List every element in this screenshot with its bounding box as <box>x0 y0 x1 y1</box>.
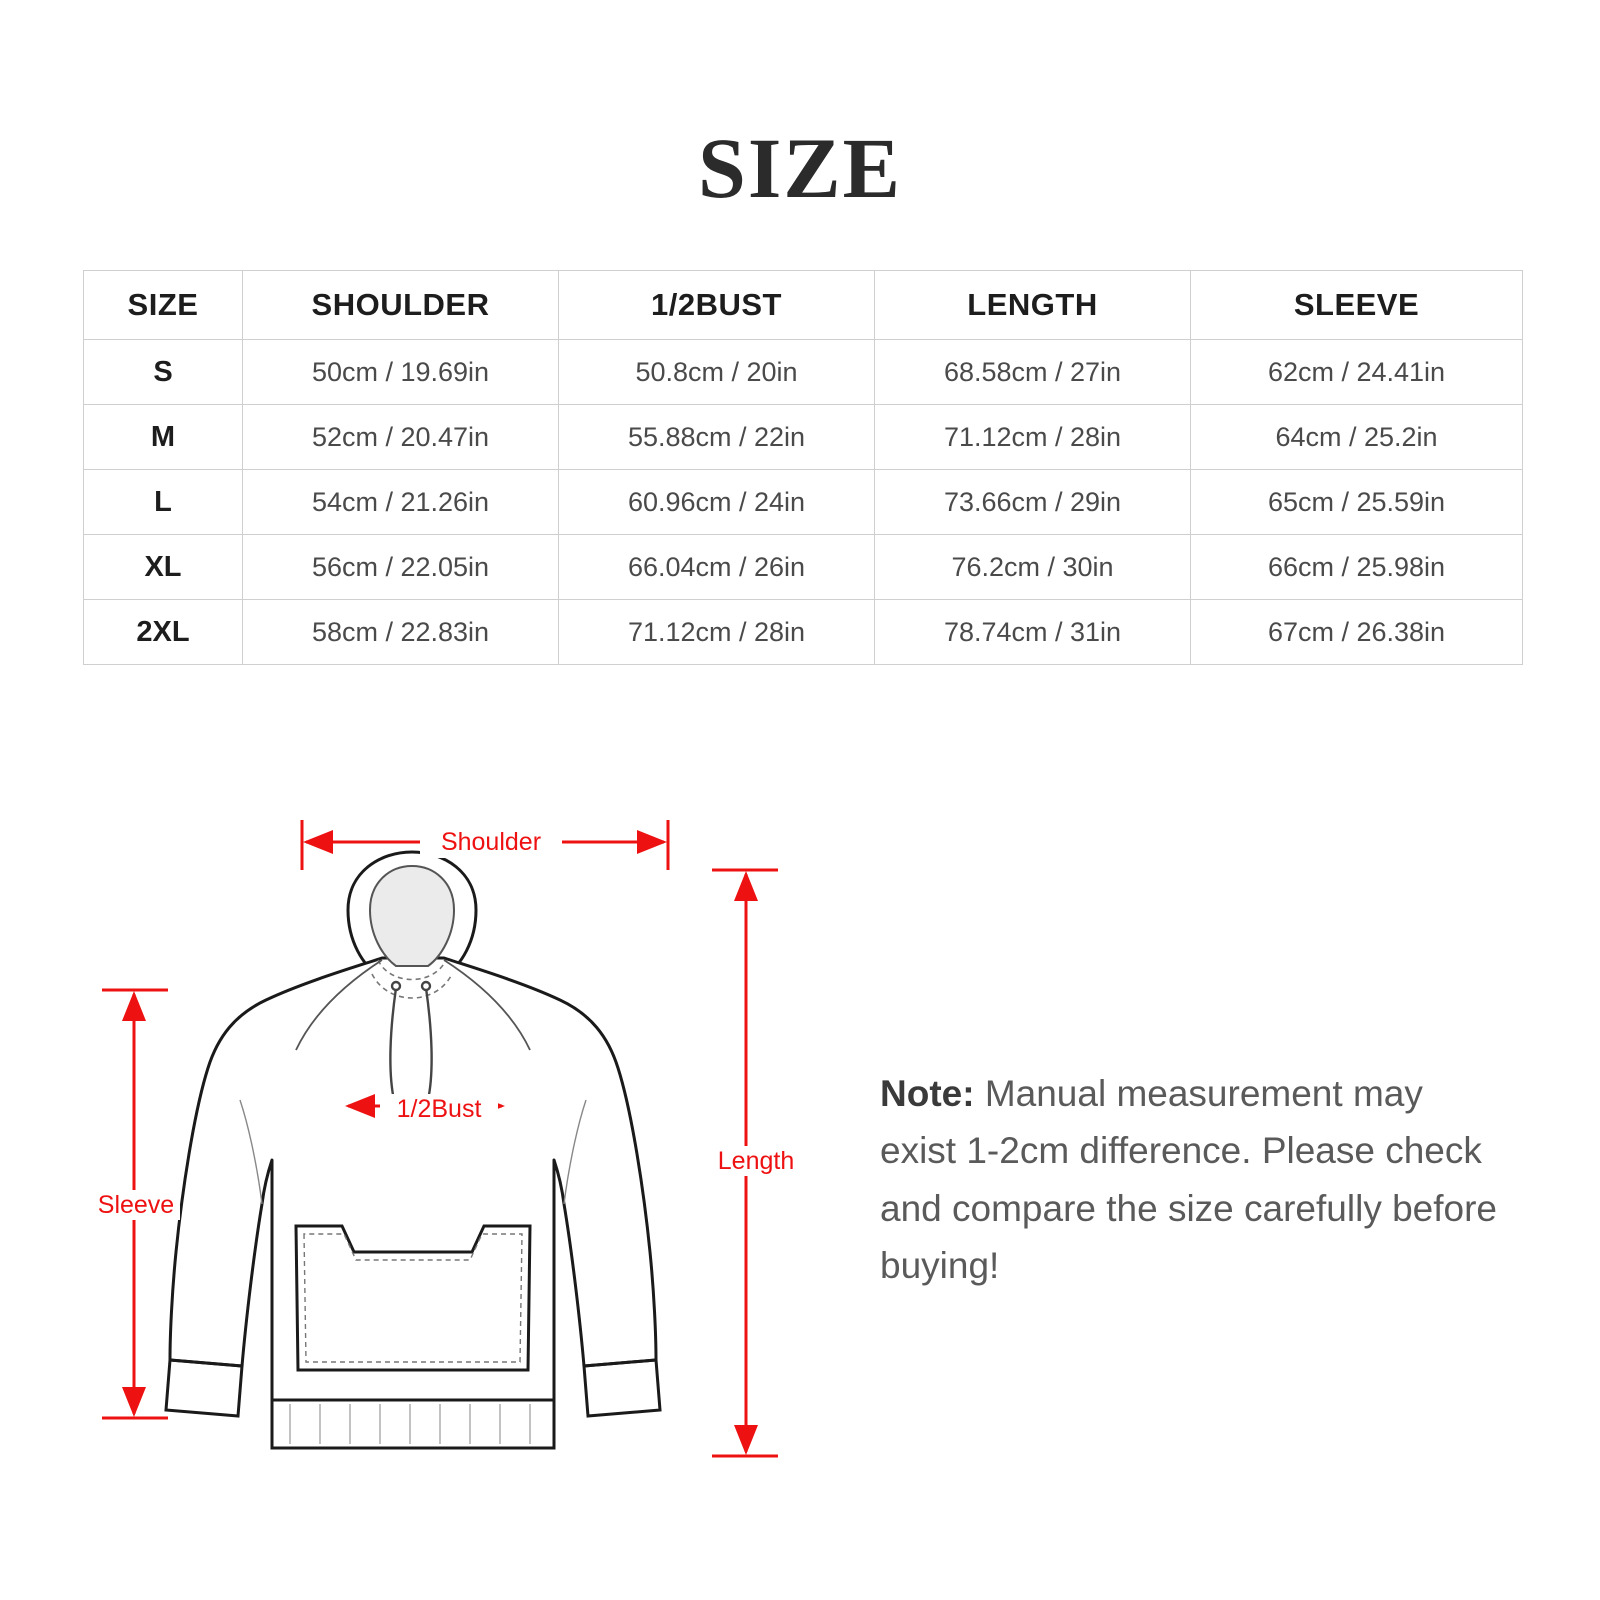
note-text: Manual measurement may exist 1-2cm difference. Please check and compare the size carefully before buying! <box>880 1073 1498 1287</box>
cell-length: 78.74cm / 31in <box>875 600 1191 665</box>
cell-size: S <box>84 340 243 405</box>
column-header-size: SIZE <box>84 271 243 340</box>
measurement-note <box>880 1065 1500 1294</box>
length-label: Length <box>717 1147 795 1175</box>
hood-inner <box>370 866 454 966</box>
garment-measurement-diagram <box>90 800 850 1500</box>
cell-shoulder: 50cm / 19.69in <box>243 340 559 405</box>
cell-bust: 50.8cm / 20in <box>559 340 875 405</box>
column-header-length: LENGTH <box>875 271 1191 340</box>
shoulder-label: Shoulder <box>440 828 542 856</box>
cell-size: L <box>84 470 243 535</box>
size-chart-table <box>83 270 1523 665</box>
column-header-bust: 1/2BUST <box>559 271 875 340</box>
ribbing-lines <box>290 1404 530 1444</box>
cell-shoulder: 58cm / 22.83in <box>243 600 559 665</box>
cell-sleeve: 64cm / 25.2in <box>1191 405 1523 470</box>
cell-shoulder: 54cm / 21.26in <box>243 470 559 535</box>
bust-label: 1/2Bust <box>396 1095 482 1123</box>
cell-bust: 66.04cm / 26in <box>559 535 875 600</box>
table-header-row <box>84 271 1523 340</box>
cell-length: 73.66cm / 29in <box>875 470 1191 535</box>
cell-sleeve: 67cm / 26.38in <box>1191 600 1523 665</box>
cell-shoulder: 52cm / 20.47in <box>243 405 559 470</box>
cell-size: 2XL <box>84 600 243 665</box>
cell-sleeve: 65cm / 25.59in <box>1191 470 1523 535</box>
page-title: SIZE <box>697 120 903 216</box>
table-row <box>84 405 1523 470</box>
sleeve-label: Sleeve <box>97 1191 175 1219</box>
table-row <box>84 470 1523 535</box>
table-row <box>84 600 1523 665</box>
cell-bust: 60.96cm / 24in <box>559 470 875 535</box>
cell-bust: 55.88cm / 22in <box>559 405 875 470</box>
column-header-shoulder: SHOULDER <box>243 271 559 340</box>
cell-bust: 71.12cm / 28in <box>559 600 875 665</box>
cell-sleeve: 66cm / 25.98in <box>1191 535 1523 600</box>
table-row <box>84 535 1523 600</box>
cell-size: M <box>84 405 243 470</box>
cell-length: 71.12cm / 28in <box>875 405 1191 470</box>
cell-size: XL <box>84 535 243 600</box>
table-row <box>84 340 1523 405</box>
cell-shoulder: 56cm / 22.05in <box>243 535 559 600</box>
cell-sleeve: 62cm / 24.41in <box>1191 340 1523 405</box>
note-label: Note: <box>880 1073 975 1114</box>
cell-length: 76.2cm / 30in <box>875 535 1191 600</box>
cell-length: 68.58cm / 27in <box>875 340 1191 405</box>
column-header-sleeve: SLEEVE <box>1191 271 1523 340</box>
